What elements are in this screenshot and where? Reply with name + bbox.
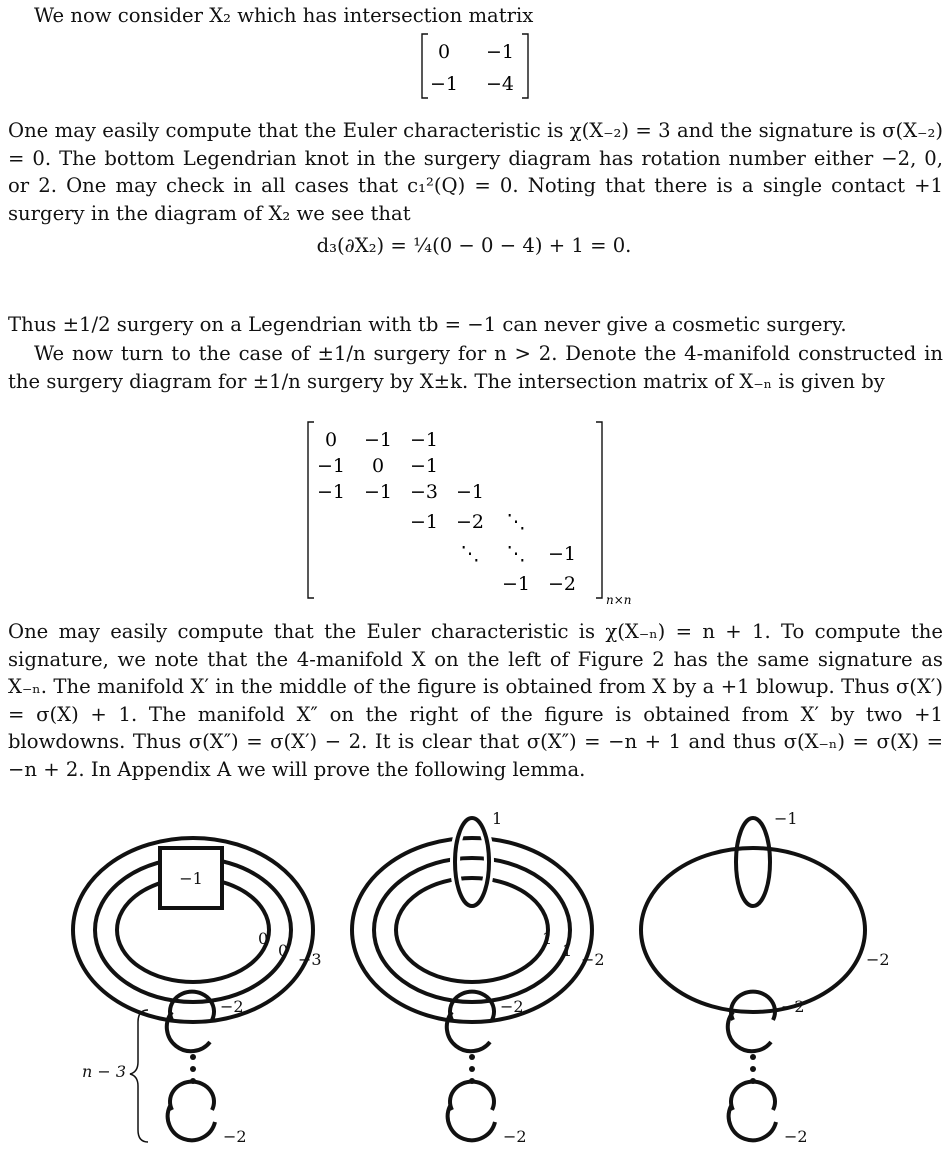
text-p1: We now consider X₂ which has intersection matrix [34, 4, 534, 27]
paragraph-intro-x2 [8, 2, 943, 30]
matrix-cell: −4 [485, 73, 515, 95]
matrix-cell: −3 [409, 481, 439, 503]
right-chain-link-1 [731, 992, 775, 1020]
right-chain-link-4 [729, 1106, 776, 1140]
brace-label: n − 3 [82, 1062, 127, 1081]
middle-chain-link-3 [450, 1082, 494, 1110]
middle-chain-label: −2 [503, 1127, 527, 1146]
left-chain-label: −2 [220, 997, 244, 1016]
left-ellipsis-dot [190, 1078, 196, 1084]
text-p5: One may easily compute that the Euler characteristic is χ(X₋ₙ) = n + 1. To compute the signature, we note that the 4-manifold X on the left of Figure 2 has the same signature as X₋ₙ. The manifold X′ in the middle of the figure is obtained from X by a +1 blowup. Thus σ(X′) = σ(X) + 1. The manifold X″ on the right of the figure is obtained from X′ by two +1 blowdowns. Thus σ(X″) = σ(X′) − 2. It is clear that σ(X″) = −n + 1 and thus σ(X₋ₙ) = σ(X) = −n + 2. In Appendix A we will prove the following lemma. [8, 620, 943, 781]
right-diagram [641, 818, 865, 1140]
matrix-cell: −1 [501, 573, 531, 595]
middle-diagram [352, 818, 592, 1140]
right-ring [641, 848, 865, 1012]
middle-ellipsis-dot [469, 1054, 475, 1060]
middle-chain-link-1 [450, 992, 494, 1020]
middle-chain-link-2 [447, 1012, 490, 1051]
middle-chain-link-4 [448, 1106, 495, 1140]
matrix-cell: ⋱ [506, 511, 526, 533]
display-equation [0, 232, 948, 260]
middle-meridian [455, 818, 489, 906]
paragraph-thus [8, 311, 943, 339]
matrix-cell: 0 [371, 455, 385, 477]
right-chain-link-2 [728, 1012, 771, 1051]
left-chain-link-3 [170, 1082, 214, 1110]
matrix-cell: ⋱ [460, 543, 480, 565]
right-ring-label: −2 [866, 950, 890, 969]
middle-ellipsis-dot [469, 1066, 475, 1072]
left-ellipsis-dot [190, 1054, 196, 1060]
right-meridian [736, 818, 770, 906]
matrix-cell: −1 [409, 511, 439, 533]
matrix-cell: −1 [316, 455, 346, 477]
intersection-matrix-nxn [306, 420, 646, 608]
middle-ring-label: 1 [542, 929, 553, 948]
left-ring-label: 0 [278, 941, 289, 960]
middle-ring-label: 1 [562, 941, 573, 960]
left-ring-label: 0 [258, 929, 269, 948]
right-ellipsis-dot [750, 1054, 756, 1060]
equation-d3: d₃(∂X₂) = ¼(0 − 0 − 4) + 1 = 0. [316, 234, 632, 257]
middle-ring-label: −2 [581, 950, 605, 969]
matrix-cell: 0 [437, 41, 451, 63]
matrix-cell: −1 [429, 73, 459, 95]
text-p2: One may easily compute that the Euler characteristic is χ(X₋₂) = 3 and the signature is σ(X₋₂) = 0. The bottom Legendrian knot in the surgery diagram has rotation number either −2, 0, or 2. One may check in all cases that c₁²(Q) = 0. Noting that there is a single contact +1 surgery in the diagram of X₂ we see that [8, 119, 943, 225]
left-chain-label: −2 [223, 1127, 247, 1146]
left-brace [130, 1010, 148, 1142]
left-ellipsis-dot [190, 1066, 196, 1072]
middle-meridian-label: 1 [492, 809, 503, 828]
left-chain-link-2 [167, 1012, 210, 1051]
middle-chain-label: −2 [500, 997, 524, 1016]
matrix-cell: −1 [363, 429, 393, 451]
matrix-cell: −1 [547, 543, 577, 565]
paragraph-general-case [8, 340, 943, 395]
left-box-label: −1 [179, 869, 203, 888]
left-chain-link-4 [168, 1106, 215, 1140]
text-p4: We now turn to the case of ±1/n surgery for n > 2. Denote the 4-manifold constructed in the surgery diagram for ±1/n surgery by X±k. The intersection matrix of X₋ₙ is given by [8, 342, 943, 393]
left-ring-label: −3 [298, 950, 322, 969]
right-ellipsis-dot [750, 1066, 756, 1072]
paragraph-euler-x2 [8, 117, 943, 227]
left-chain-link-1 [170, 992, 214, 1020]
text-p3: Thus ±1/2 surgery on a Legendrian with tb = −1 can never give a cosmetic surgery. [8, 313, 847, 336]
right-meridian-label: −1 [774, 809, 798, 828]
matrix-subscript: n×n [606, 593, 632, 607]
matrix-cell: −1 [455, 481, 485, 503]
right-ellipsis-dot [750, 1078, 756, 1084]
paragraph-signature [8, 618, 943, 783]
matrix-cell: −1 [409, 455, 439, 477]
matrix-cell: −1 [363, 481, 393, 503]
matrix-cell: 0 [324, 429, 338, 451]
middle-ring-outer [352, 838, 592, 1022]
middle-ring-inner [396, 878, 548, 982]
matrix-cell: −1 [485, 41, 515, 63]
intersection-matrix-2x2 [420, 30, 530, 102]
matrix-cell: ⋱ [506, 543, 526, 565]
surgery-diagrams-figure [60, 780, 920, 1152]
matrix-cell: −2 [547, 573, 577, 595]
matrix-cell: −1 [316, 481, 346, 503]
right-chain-label: −2 [784, 1127, 808, 1146]
matrix-cell: −2 [455, 511, 485, 533]
right-chain-link-3 [731, 1082, 775, 1110]
middle-ellipsis-dot [469, 1078, 475, 1084]
right-chain-label: −2 [781, 997, 805, 1016]
matrix-cell: −1 [409, 429, 439, 451]
